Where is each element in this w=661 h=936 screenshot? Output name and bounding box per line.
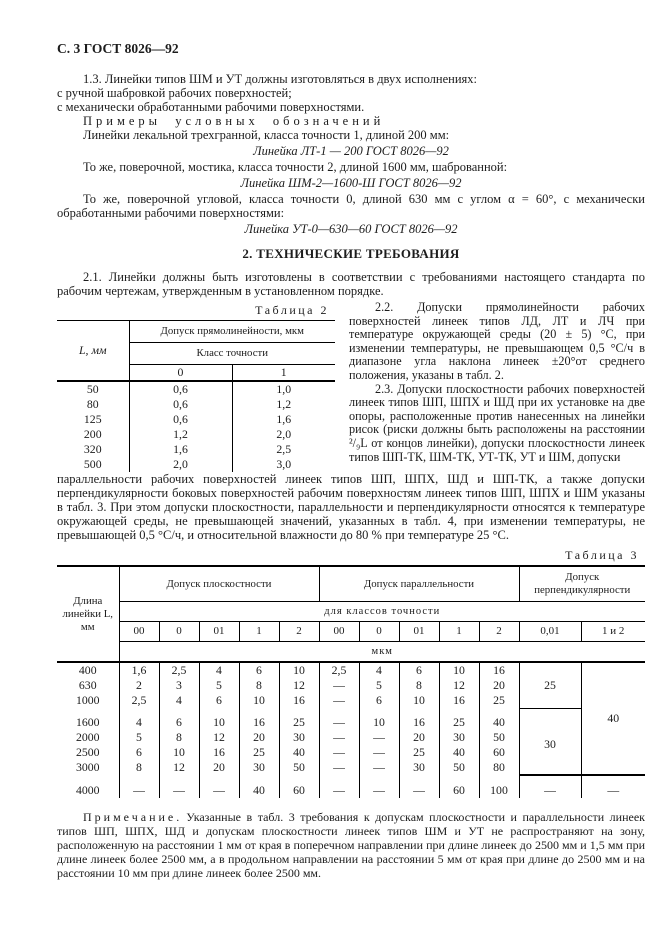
para-2-1: 2.1. Линейки должны быть изготовлены в соответствии с требованиями настоящего стандарта по рабочим чертежам, утвержденным в установленном порядке. <box>57 270 645 298</box>
cell: 320 <box>83 442 102 456</box>
table3-header-row-4 <box>57 642 645 663</box>
example-2-text: То же, поверочной, мостика, класса точности 2, длиной 1600 мм, шаброванной: <box>83 160 508 174</box>
note-label: Примечание. <box>83 810 183 824</box>
cell: — <box>359 745 399 760</box>
two-column-block <box>57 301 645 472</box>
cell: 5 <box>199 678 239 693</box>
table3-length-header: Длина линейки L, мм <box>57 566 119 662</box>
cell: 20 <box>239 730 279 745</box>
perp-last-dash: — <box>519 775 581 798</box>
table3-header-row-1 <box>57 566 645 602</box>
table2-row <box>57 427 335 442</box>
cell: 60 <box>479 745 519 760</box>
cell: 1,6 <box>232 412 335 427</box>
cell: 25 <box>239 745 279 760</box>
perp-merged-25: 25 <box>519 662 581 708</box>
table2-class-1: 1 <box>232 365 335 382</box>
table2-row <box>57 442 335 457</box>
cell: 40 <box>439 745 479 760</box>
example-3-designation: Линейка УТ-0—630—60 ГОСТ 8026—92 <box>244 222 458 236</box>
table2-container <box>57 301 335 472</box>
table3-note <box>57 810 645 880</box>
cell: 40 <box>239 775 279 798</box>
cell: 0,6 <box>129 397 232 412</box>
cell: 1,6 <box>129 442 232 457</box>
cell: 1,0 <box>232 381 335 397</box>
cell: 12 <box>159 760 199 775</box>
cell: 2,0 <box>232 427 335 442</box>
cell: 12 <box>199 730 239 745</box>
cell: 4 <box>359 662 399 678</box>
cell: 1000 <box>75 693 100 707</box>
table3-label: Таблица 3 <box>565 548 639 562</box>
cell: 2,5 <box>319 662 359 678</box>
cell: 630 <box>78 678 97 692</box>
cell: 3000 <box>75 760 100 774</box>
para-1-3-item-2: с механически обработанными рабочими поверхностями. <box>57 100 365 114</box>
cell: 8 <box>399 678 439 693</box>
cell: 25 <box>399 745 439 760</box>
table3-row <box>57 775 645 798</box>
cell: 10 <box>159 745 199 760</box>
table3-group-perpendicularity: Допуск перпендикулярности <box>519 566 645 602</box>
cell: 8 <box>239 678 279 693</box>
table2-row <box>57 457 335 472</box>
cell: 10 <box>279 662 319 678</box>
cell: 3,0 <box>232 457 335 472</box>
class-col: 1 <box>239 622 279 642</box>
cell: — <box>159 775 199 798</box>
cell: — <box>399 775 439 798</box>
cell: 16 <box>439 693 479 708</box>
table2 <box>57 320 335 472</box>
cell: — <box>319 730 359 745</box>
cell: 50 <box>479 730 519 745</box>
table3 <box>57 565 645 798</box>
para-1-3-item-1: с ручной шабровкой рабочих поверхностей; <box>57 86 292 100</box>
cell: 5 <box>359 678 399 693</box>
cell: 4 <box>199 662 239 678</box>
cell: 60 <box>279 775 319 798</box>
cell: 100 <box>479 775 519 798</box>
cell: 2 <box>119 678 159 693</box>
cell: 6 <box>399 662 439 678</box>
para-2-3-continued: параллельности рабочих поверхностей линеек типов ШП, ШПХ, ШД и ШП-ТК, а также допуски перпендикулярности боковых поверхностей рабочим поверхностям линеек типов ШП, ШПХ и ШМ указаны в табл. 3. При этом допуски плоскостности, параллельности и перпендикулярности относятся к температуре окружающей среды, не превышающей значений, указанных в табл. 4, при изменении температуры, не превышающей 0,5 °С/ч, и относительной влажности до 80 % при температуре 25 °С. <box>57 472 645 542</box>
perp-last-dash: — <box>581 775 645 798</box>
cell: — <box>359 775 399 798</box>
cell: 6 <box>159 708 199 730</box>
cell: 80 <box>479 760 519 775</box>
cell: — <box>319 745 359 760</box>
cell: 6 <box>119 745 159 760</box>
cell: 30 <box>279 730 319 745</box>
table2-main-header: Допуск прямолинейности, мкм <box>129 321 335 343</box>
table2-label: Таблица 2 <box>255 303 329 317</box>
cell: 2,5 <box>119 693 159 708</box>
cell: 50 <box>86 382 99 396</box>
cell: 20 <box>399 730 439 745</box>
table2-row <box>57 397 335 412</box>
table3-group-parallelism: Допуск параллельности <box>319 566 519 602</box>
cell: 1,2 <box>129 427 232 442</box>
class-col: 01 <box>199 622 239 642</box>
table3-header-row-2 <box>57 602 645 622</box>
cell: 200 <box>83 427 102 441</box>
table2-length-header: L, мм <box>57 321 129 382</box>
cell: 50 <box>279 760 319 775</box>
cell: 10 <box>239 693 279 708</box>
table2-class-0: 0 <box>129 365 232 382</box>
page-header: С. 3 ГОСТ 8026—92 <box>57 41 179 56</box>
cell: — <box>359 760 399 775</box>
table3-subheader: для классов точности <box>119 602 645 622</box>
cell: — <box>319 678 359 693</box>
cell: 40 <box>279 745 319 760</box>
class-col: 0 <box>359 622 399 642</box>
cell: 20 <box>199 760 239 775</box>
cell: 10 <box>399 693 439 708</box>
cell: — <box>319 760 359 775</box>
cell: 5 <box>119 730 159 745</box>
cell: 16 <box>199 745 239 760</box>
class-col: 2 <box>279 622 319 642</box>
table2-header-row-1 <box>57 321 335 343</box>
cell: 16 <box>279 693 319 708</box>
cell: 8 <box>159 730 199 745</box>
cell: 10 <box>359 708 399 730</box>
cell: 10 <box>199 708 239 730</box>
cell: 2,5 <box>232 442 335 457</box>
cell: — <box>319 775 359 798</box>
perp-merged-40: 40 <box>581 662 645 775</box>
cell: — <box>319 708 359 730</box>
cell: 25 <box>439 708 479 730</box>
cell: 6 <box>199 693 239 708</box>
cell: — <box>359 730 399 745</box>
cell: 16 <box>479 662 519 678</box>
table2-row <box>57 412 335 427</box>
para-2-2: 2.2. Допуски прямолинейности рабочих поверхностей линеек типов ЛД, ЛТ и ЛЧ при температуре окружающей среды (20 ± 5) °С, при изменении температуры, не превышающем 0,5 °С/ч в диапазоне угла наклона линеек ±20°от среднего положения, указаны в табл. 2. <box>349 300 645 382</box>
cell: 30 <box>399 760 439 775</box>
cell: 2,0 <box>129 457 232 472</box>
cell: 30 <box>439 730 479 745</box>
class-col: 2 <box>479 622 519 642</box>
cell: 2500 <box>75 745 100 759</box>
table3-unit: мкм <box>119 642 645 663</box>
cell: 1,2 <box>232 397 335 412</box>
cell: 10 <box>439 662 479 678</box>
cell: 2,5 <box>159 662 199 678</box>
cell: 125 <box>83 412 102 426</box>
table3-group-flatness: Допуск плоскостности <box>119 566 319 602</box>
cell: 4000 <box>75 782 100 797</box>
examples-heading: Примеры условных обозначений <box>83 114 385 128</box>
cell: 16 <box>239 708 279 730</box>
note-text: Указанные в табл. 3 требования к допускам плоскостности и параллельности линеек типов ШП, ШПХ, ШД и допускам плоскостности линеек типов ШМ и УТ не распространяют на зону, расположенную на расстоянии 1 мм от края в поперечном направлении при длине линеек до 2500 мм и 1,5 мм при длине линеек более 2500 мм, а в продольном направлении на расстоянии 5 мм от края при длине до 2500 мм и на расстоянии 10 мм при длине линеек более 2500 мм. <box>57 810 645 880</box>
section-2-heading: 2. ТЕХНИЧЕСКИЕ ТРЕБОВАНИЯ <box>242 246 460 261</box>
cell: 3 <box>159 678 199 693</box>
cell: 12 <box>439 678 479 693</box>
cell: 8 <box>119 760 159 775</box>
table3-row <box>57 662 645 678</box>
right-text-column <box>349 301 645 472</box>
cell: 50 <box>439 760 479 775</box>
class-col: 00 <box>119 622 159 642</box>
table3-header-row-3 <box>57 622 645 642</box>
example-3-text: То же, поверочной угловой, класса точности 0, длиной 630 мм с углом α = 60°, с механически обработанными рабочими поверхностями: <box>57 192 645 220</box>
example-1-designation: Линейка ЛТ-1 — 200 ГОСТ 8026—92 <box>253 144 449 158</box>
cell: 30 <box>239 760 279 775</box>
perp-merged-30: 30 <box>519 708 581 775</box>
cell: 1600 <box>75 715 100 729</box>
cell: 40 <box>479 708 519 730</box>
example-2-designation: Линейка ШМ-2—1600-Ш ГОСТ 8026—92 <box>240 176 462 190</box>
cell: 400 <box>78 663 97 677</box>
cell: 500 <box>83 457 102 471</box>
cell: 60 <box>439 775 479 798</box>
cell: 2000 <box>75 730 100 744</box>
para-1-3-intro: 1.3. Линейки типов ШМ и УТ должны изготовляться в двух исполнениях: <box>83 72 477 86</box>
class-col: 1 и 2 <box>581 622 645 642</box>
class-col: 0 <box>159 622 199 642</box>
cell: 4 <box>119 708 159 730</box>
cell: 16 <box>399 708 439 730</box>
cell: — <box>119 775 159 798</box>
table3-row <box>57 708 645 730</box>
cell: 0,6 <box>129 412 232 427</box>
class-col: 01 <box>399 622 439 642</box>
cell: 6 <box>359 693 399 708</box>
cell: 25 <box>479 693 519 708</box>
cell: — <box>319 693 359 708</box>
example-1-text: Линейки лекальной трехгранной, класса точности 1, длиной 200 мм: <box>83 128 450 142</box>
cell: 80 <box>86 397 99 411</box>
class-col: 00 <box>319 622 359 642</box>
class-col: 0,01 <box>519 622 581 642</box>
cell: 4 <box>159 693 199 708</box>
cell: 20 <box>479 678 519 693</box>
table2-row <box>57 381 335 397</box>
table2-subheader: Класс точности <box>129 343 335 365</box>
cell: 1,6 <box>119 662 159 678</box>
cell: 6 <box>239 662 279 678</box>
cell: 0,6 <box>129 381 232 397</box>
class-col: 1 <box>439 622 479 642</box>
cell: 25 <box>279 708 319 730</box>
cell: 12 <box>279 678 319 693</box>
para-2-3-column: 2.3. Допуски плоскостности рабочих поверхностей линеек типов ШП, ШПХ и ШД при их установке на две опоры, расположенные против нанесенных на линейки рисок (риски должны быть расположены на расстоянии ²/₉L от концов линейки), допуски плоскостности линеек типов ШП-ТК, ШМ-ТК, УТ-ТК, УТ и ШМ, допуски <box>349 381 645 464</box>
cell: — <box>199 775 239 798</box>
